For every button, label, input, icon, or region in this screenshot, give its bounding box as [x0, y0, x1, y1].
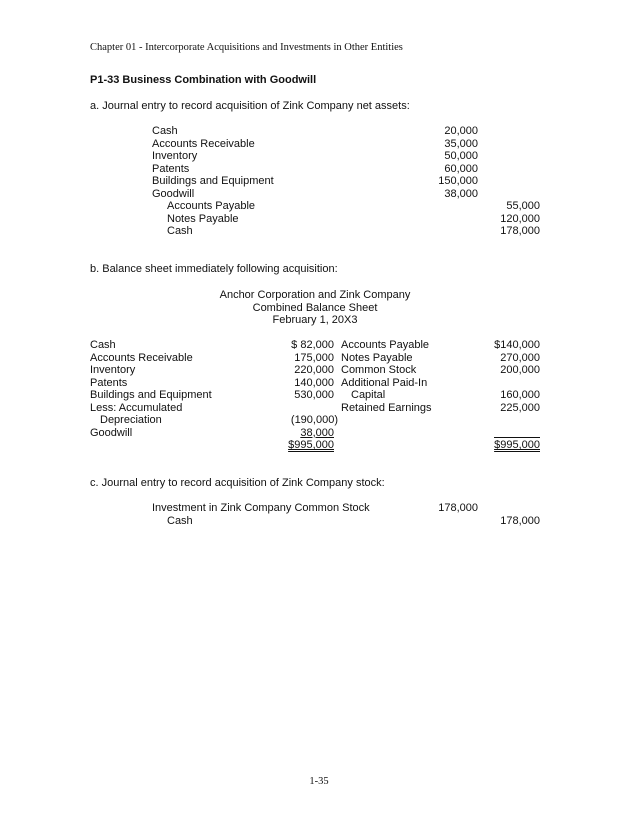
liability-value: 160,000	[500, 389, 540, 401]
journal-account: Notes Payable	[167, 212, 239, 225]
journal-debit: 178,000	[438, 502, 478, 514]
asset-label: Goodwill	[90, 426, 133, 439]
journal-account: Accounts Receivable	[152, 137, 255, 150]
liability-value: 225,000	[500, 401, 540, 414]
journal-debit: 38,000	[444, 187, 478, 200]
statement-date: February 1, 20X3	[272, 314, 358, 326]
page-header: Chapter 01 - Intercorporate Acquisitions and Investments in Other Entities	[90, 42, 403, 53]
liability-subtotal-rule	[494, 437, 540, 438]
goodwill-value-underlined: 38,000	[300, 426, 334, 439]
journal-account: Accounts Payable	[167, 200, 256, 212]
liabilities-total	[460, 439, 540, 452]
asset-value	[250, 427, 334, 440]
liability-label: Retained Earnings	[341, 401, 432, 414]
liability-label: Capital	[351, 389, 386, 401]
asset-label: Accounts Receivable	[90, 351, 193, 364]
assets-total-value: $995,000	[288, 439, 334, 451]
journal-credit: 178,000	[500, 514, 540, 527]
journal-account: Patents	[152, 162, 190, 175]
journal-credit: 55,000	[506, 200, 540, 212]
journal-account: Cash	[152, 125, 178, 137]
assets-total	[250, 439, 334, 452]
asset-label: Inventory	[90, 364, 136, 376]
liabilities-total-value: $995,000	[494, 439, 540, 451]
liability-label: Accounts Payable	[341, 339, 430, 351]
liability-value: 270,000	[500, 351, 540, 364]
part-a-heading: a. Journal entry to record acquisition of Zink Company net assets:	[90, 100, 410, 112]
journal-account: Investment in Zink Company Common Stock	[152, 502, 370, 514]
statement-company: Anchor Corporation and Zink Company	[219, 289, 411, 301]
liability-label: Common Stock	[341, 364, 417, 376]
asset-value: 220,000	[294, 364, 334, 376]
asset-label: Cash	[90, 339, 116, 351]
liability-label: Additional Paid-In	[341, 376, 428, 389]
asset-label: Depreciation	[100, 414, 162, 426]
journal-credit: 178,000	[500, 225, 540, 237]
statement-title: Combined Balance Sheet	[252, 301, 378, 314]
part-b-heading: b. Balance sheet immediately following acquisition:	[90, 263, 338, 275]
journal-debit: 60,000	[444, 162, 478, 175]
journal-account: Inventory	[152, 150, 198, 162]
asset-value: 175,000	[294, 351, 334, 364]
journal-debit: 20,000	[444, 125, 478, 137]
journal-account: Goodwill	[152, 187, 195, 200]
page-number: 1-35	[309, 776, 329, 787]
journal-debit: 50,000	[444, 150, 478, 162]
liability-label: Notes Payable	[341, 351, 413, 364]
asset-value: $ 82,000	[291, 339, 334, 351]
journal-debit: 150,000	[438, 175, 478, 187]
liability-value: $140,000	[494, 339, 540, 351]
asset-label: Buildings and Equipment	[90, 389, 212, 401]
journal-debit: 35,000	[444, 137, 478, 150]
liability-value: 200,000	[500, 364, 540, 376]
asset-label: Patents	[90, 376, 128, 389]
asset-value: 140,000	[294, 376, 334, 389]
journal-credit: 120,000	[500, 212, 540, 225]
asset-value: 530,000	[294, 389, 334, 401]
problem-title: P1-33 Business Combination with Goodwill	[90, 74, 317, 86]
journal-account: Cash	[167, 225, 193, 237]
asset-label: Less: Accumulated	[90, 401, 183, 414]
asset-value: (190,000)	[290, 414, 338, 426]
journal-account: Cash	[167, 514, 193, 527]
journal-account: Buildings and Equipment	[152, 175, 274, 187]
part-c-heading: c. Journal entry to record acquisition of Zink Company stock:	[90, 477, 385, 489]
